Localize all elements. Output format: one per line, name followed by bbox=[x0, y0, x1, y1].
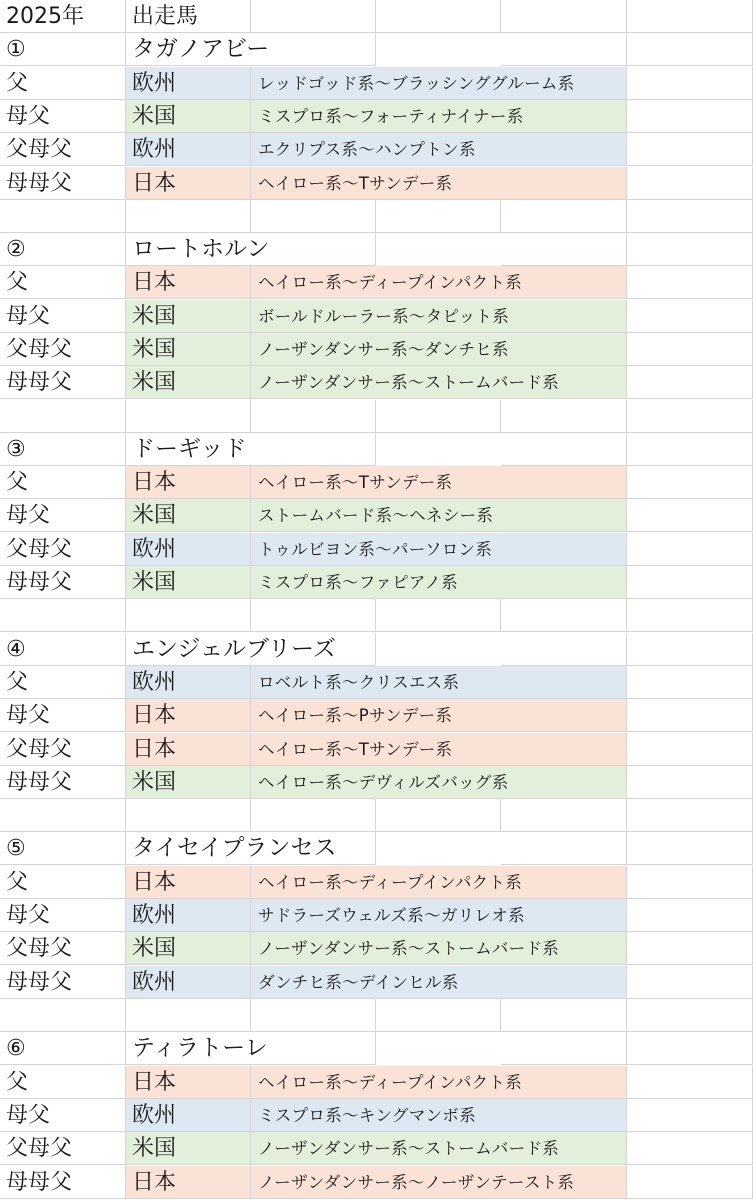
empty-cell[interactable] bbox=[627, 699, 753, 732]
sire-line-cell-text: ボールドルーラー系～タピット系 bbox=[258, 307, 510, 326]
horse-name-row bbox=[0, 832, 753, 865]
pedigree-role-cell-text: 母母父 bbox=[6, 171, 73, 196]
pedigree-role-cell[interactable] bbox=[0, 866, 126, 899]
empty-cell[interactable] bbox=[627, 966, 753, 999]
sire-line-cell-text: ロベルト系～クリスエス系 bbox=[258, 673, 460, 692]
horse-name-row bbox=[0, 633, 753, 666]
region-cell[interactable] bbox=[126, 133, 251, 166]
region-cell-text: 日本 bbox=[132, 1170, 177, 1195]
empty-cell[interactable] bbox=[501, 499, 627, 532]
empty-cell[interactable] bbox=[251, 999, 376, 1032]
region-cell-text: 米国 bbox=[132, 570, 177, 595]
pedigree-role-cell[interactable] bbox=[0, 366, 126, 399]
empty-cell[interactable] bbox=[376, 999, 501, 1032]
region-cell[interactable] bbox=[126, 167, 251, 200]
pedigree-row bbox=[0, 1099, 753, 1132]
empty-cell[interactable] bbox=[501, 566, 627, 599]
empty-cell[interactable] bbox=[0, 599, 126, 632]
empty-cell[interactable] bbox=[627, 566, 753, 599]
sire-line-cell-text: ストームバード系～ヘネシー系 bbox=[258, 506, 494, 525]
sire-line-cell[interactable] bbox=[251, 733, 453, 766]
sire-line-cell-text: ヘイロー系～ディープインパクト系 bbox=[258, 1073, 523, 1092]
pedigree-row bbox=[0, 932, 753, 965]
region-cell-text: 米国 bbox=[132, 337, 177, 362]
sire-line-cell-text: ミスプロ系～フォーティナイナー系 bbox=[258, 107, 524, 126]
pedigree-row bbox=[0, 366, 753, 399]
pedigree-row bbox=[0, 733, 753, 766]
pedigree-role-cell[interactable] bbox=[0, 666, 126, 699]
pedigree-role-cell-text: 母父 bbox=[6, 503, 51, 528]
sire-line-cell-text: ノーザンダンサー系～ストームバード系 bbox=[258, 1139, 560, 1158]
empty-cell[interactable] bbox=[376, 599, 501, 632]
region-cell-text: 日本 bbox=[132, 171, 177, 196]
empty-cell[interactable] bbox=[627, 400, 753, 433]
pedigree-role-cell-text: 母父 bbox=[6, 1103, 51, 1128]
horse-name-row bbox=[0, 233, 753, 266]
horse-name-cell-text: エンジェルブリーズ bbox=[132, 636, 336, 662]
region-cell-text: 日本 bbox=[132, 870, 177, 895]
horse-number-cell-text: ② bbox=[6, 237, 26, 262]
empty-cell[interactable] bbox=[627, 533, 753, 566]
region-cell[interactable] bbox=[126, 1166, 251, 1199]
empty-cell[interactable] bbox=[501, 0, 627, 33]
empty-cell[interactable] bbox=[627, 999, 753, 1032]
region-cell[interactable] bbox=[126, 766, 251, 799]
sire-line-cell-text: ノーザンダンサー系～ストームバード系 bbox=[258, 939, 560, 958]
blank-row bbox=[0, 400, 753, 433]
empty-cell[interactable] bbox=[501, 999, 627, 1032]
region-cell-text: 米国 bbox=[132, 1136, 177, 1161]
region-cell[interactable] bbox=[126, 266, 251, 299]
empty-cell[interactable] bbox=[126, 400, 251, 433]
empty-cell[interactable] bbox=[627, 200, 753, 233]
empty-cell[interactable] bbox=[126, 200, 251, 233]
sire-line-cell-text: エクリプス系～ハンプトン系 bbox=[258, 140, 476, 159]
sire-line-cell-text: ヘイロー系～Tサンデー系 bbox=[258, 740, 453, 759]
empty-cell[interactable] bbox=[627, 866, 753, 899]
empty-cell[interactable] bbox=[627, 133, 753, 166]
pedigree-role-cell[interactable] bbox=[0, 100, 126, 133]
pedigree-role-cell[interactable] bbox=[0, 499, 126, 532]
horse-name-cell-text: ロートホルン bbox=[132, 236, 270, 262]
empty-cell[interactable] bbox=[376, 799, 501, 832]
sire-line-cell[interactable] bbox=[251, 167, 453, 200]
year-cell-text: 2025年 bbox=[6, 4, 84, 29]
pedigree-role-cell[interactable] bbox=[0, 300, 126, 333]
empty-cell[interactable] bbox=[251, 599, 376, 632]
region-cell[interactable] bbox=[126, 932, 251, 965]
empty-cell[interactable] bbox=[627, 266, 753, 299]
pedigree-row bbox=[0, 67, 753, 100]
entrants-header-cell-text: 出走馬 bbox=[132, 4, 199, 29]
empty-cell[interactable] bbox=[501, 400, 627, 433]
empty-cell[interactable] bbox=[0, 200, 126, 233]
empty-cell[interactable] bbox=[501, 1032, 627, 1065]
horse-number-cell[interactable] bbox=[0, 433, 126, 466]
pedigree-role-cell-text: 母母父 bbox=[6, 1170, 73, 1195]
pedigree-row bbox=[0, 866, 753, 899]
pedigree-role-cell-text: 父母父 bbox=[6, 137, 73, 162]
year-cell[interactable] bbox=[0, 0, 126, 33]
pedigree-role-cell[interactable] bbox=[0, 533, 126, 566]
sire-line-cell-text: ミスプロ系～ファピアノ系 bbox=[258, 573, 458, 592]
horse-name-cell-text: ドーギッド bbox=[132, 436, 247, 462]
empty-cell[interactable] bbox=[501, 699, 627, 732]
sire-line-cell[interactable] bbox=[251, 766, 509, 799]
empty-cell[interactable] bbox=[501, 466, 627, 499]
empty-cell[interactable] bbox=[376, 400, 501, 433]
horse-number-cell[interactable] bbox=[0, 633, 126, 666]
sire-line-cell[interactable] bbox=[251, 1066, 523, 1099]
empty-cell[interactable] bbox=[501, 300, 627, 333]
sire-line-cell-text: レッドゴッド系～ブラッシンググルーム系 bbox=[258, 74, 575, 93]
empty-cell[interactable] bbox=[627, 0, 753, 33]
empty-cell[interactable] bbox=[627, 499, 753, 532]
pedigree-role-cell-text: 父 bbox=[6, 670, 29, 695]
empty-cell[interactable] bbox=[0, 799, 126, 832]
pedigree-role-cell-text: 母母父 bbox=[6, 370, 73, 395]
sire-line-cell-text: ヘイロー系～Pサンデー系 bbox=[258, 706, 453, 725]
pedigree-row bbox=[0, 699, 753, 732]
region-cell[interactable] bbox=[126, 699, 251, 732]
horse-name-cell[interactable] bbox=[126, 1032, 376, 1065]
empty-cell[interactable] bbox=[627, 33, 753, 66]
region-cell-text: 米国 bbox=[132, 104, 177, 129]
empty-cell[interactable] bbox=[501, 832, 627, 865]
sire-line-cell-text: ヘイロー系～デヴィルズバッグ系 bbox=[258, 773, 509, 792]
region-cell[interactable] bbox=[126, 666, 251, 699]
pedigree-role-cell-text: 父 bbox=[6, 470, 29, 495]
sire-line-cell-text: トゥルビヨン系～パーソロン系 bbox=[258, 540, 493, 559]
horse-name-cell-text: ティラトーレ bbox=[132, 1035, 268, 1061]
sire-line-cell[interactable] bbox=[251, 300, 510, 333]
region-cell[interactable] bbox=[126, 300, 251, 333]
pedigree-role-cell[interactable] bbox=[0, 1132, 126, 1165]
region-cell[interactable] bbox=[126, 899, 251, 932]
pedigree-row bbox=[0, 766, 753, 799]
sire-line-cell-text: サドラーズウェルズ系～ガリレオ系 bbox=[258, 906, 525, 925]
horse-number-cell-text: ⑥ bbox=[6, 1036, 26, 1061]
pedigree-role-cell-text: 父 bbox=[6, 270, 29, 295]
pedigree-role-cell-text: 父 bbox=[6, 870, 29, 895]
empty-cell[interactable] bbox=[627, 1132, 753, 1165]
empty-cell[interactable] bbox=[376, 200, 501, 233]
empty-cell[interactable] bbox=[627, 666, 753, 699]
empty-cell[interactable] bbox=[627, 1032, 753, 1065]
pedigree-row bbox=[0, 1132, 753, 1165]
region-cell-text: 日本 bbox=[132, 470, 177, 495]
pedigree-row bbox=[0, 167, 753, 200]
region-cell[interactable] bbox=[126, 1066, 251, 1099]
pedigree-role-cell-text: 母母父 bbox=[6, 570, 73, 595]
sire-line-cell[interactable] bbox=[251, 100, 524, 133]
sire-line-cell[interactable] bbox=[251, 866, 523, 899]
sire-line-cell-text: ヘイロー系～ディープインパクト系 bbox=[258, 273, 523, 292]
empty-cell[interactable] bbox=[627, 433, 753, 466]
empty-cell[interactable] bbox=[501, 633, 627, 666]
sire-line-cell-text: ミスプロ系～キングマンボ系 bbox=[258, 1106, 476, 1125]
pedigree-role-cell[interactable] bbox=[0, 133, 126, 166]
empty-cell[interactable] bbox=[0, 400, 126, 433]
sire-line-cell[interactable] bbox=[251, 966, 459, 999]
region-cell-text: 欧州 bbox=[132, 71, 177, 96]
empty-cell[interactable] bbox=[627, 333, 753, 366]
empty-cell[interactable] bbox=[627, 67, 753, 100]
sire-line-cell-text: ダンチヒ系～デインヒル系 bbox=[258, 973, 459, 992]
empty-cell[interactable] bbox=[501, 33, 627, 66]
pedigree-role-cell[interactable] bbox=[0, 766, 126, 799]
pedigree-role-cell-text: 母母父 bbox=[6, 770, 73, 795]
region-cell-text: 日本 bbox=[132, 270, 177, 295]
sire-line-cell-text: ノーザンダンサー系～ダンチヒ系 bbox=[258, 340, 509, 359]
pedigree-role-cell-text: 父 bbox=[6, 71, 29, 96]
pedigree-role-cell[interactable] bbox=[0, 266, 126, 299]
region-cell[interactable] bbox=[126, 566, 251, 599]
empty-cell[interactable] bbox=[501, 733, 627, 766]
pedigree-role-cell-text: 父 bbox=[6, 1070, 29, 1095]
pedigree-role-cell-text: 母母父 bbox=[6, 970, 73, 995]
sire-line-cell[interactable] bbox=[251, 899, 525, 932]
pedigree-role-cell-text: 母父 bbox=[6, 703, 51, 728]
empty-cell[interactable] bbox=[627, 766, 753, 799]
pedigree-row bbox=[0, 1166, 753, 1199]
pedigree-row bbox=[0, 266, 753, 299]
region-cell-text: 日本 bbox=[132, 703, 177, 728]
horse-name-cell-text: タイセイプランセス bbox=[132, 835, 337, 861]
blank-row bbox=[0, 599, 753, 632]
horse-name-cell[interactable] bbox=[126, 633, 376, 666]
horse-name-row bbox=[0, 1032, 753, 1065]
sire-line-cell[interactable] bbox=[251, 1099, 476, 1132]
pedigree-row bbox=[0, 1066, 753, 1099]
empty-cell[interactable] bbox=[501, 799, 627, 832]
horse-number-cell-text: ④ bbox=[6, 637, 26, 662]
empty-cell[interactable] bbox=[627, 1166, 753, 1199]
horse-name-cell[interactable] bbox=[126, 233, 376, 266]
empty-cell[interactable] bbox=[627, 633, 753, 666]
horse-name-row bbox=[0, 433, 753, 466]
pedigree-role-cell[interactable] bbox=[0, 1066, 126, 1099]
empty-cell[interactable] bbox=[251, 400, 376, 433]
empty-cell[interactable] bbox=[501, 766, 627, 799]
empty-cell[interactable] bbox=[126, 999, 251, 1032]
horse-number-cell-text: ① bbox=[6, 37, 26, 62]
empty-cell[interactable] bbox=[627, 599, 753, 632]
pedigree-role-cell-text: 父母父 bbox=[6, 737, 73, 762]
empty-cell[interactable] bbox=[501, 533, 627, 566]
empty-cell[interactable] bbox=[501, 433, 627, 466]
horse-number-cell[interactable] bbox=[0, 1032, 126, 1065]
pedigree-row bbox=[0, 133, 753, 166]
region-cell-text: 米国 bbox=[132, 503, 177, 528]
empty-cell[interactable] bbox=[501, 133, 627, 166]
pedigree-role-cell[interactable] bbox=[0, 333, 126, 366]
pedigree-role-cell-text: 父母父 bbox=[6, 537, 73, 562]
horse-name-cell[interactable] bbox=[126, 433, 376, 466]
horse-number-cell[interactable] bbox=[0, 233, 126, 266]
pedigree-role-cell[interactable] bbox=[0, 733, 126, 766]
pedigree-role-cell-text: 母父 bbox=[6, 304, 51, 329]
pedigree-row bbox=[0, 333, 753, 366]
pedigree-role-cell-text: 母父 bbox=[6, 903, 51, 928]
pedigree-role-cell[interactable] bbox=[0, 966, 126, 999]
empty-cell[interactable] bbox=[501, 666, 627, 699]
sire-line-cell[interactable] bbox=[251, 1132, 560, 1165]
sire-line-cell[interactable] bbox=[251, 67, 575, 100]
blank-row bbox=[0, 999, 753, 1032]
empty-cell[interactable] bbox=[627, 466, 753, 499]
region-cell-text: 米国 bbox=[132, 770, 177, 795]
empty-cell[interactable] bbox=[501, 233, 627, 266]
horse-name-row bbox=[0, 33, 753, 66]
pedigree-role-cell[interactable] bbox=[0, 1099, 126, 1132]
empty-cell[interactable] bbox=[627, 167, 753, 200]
pedigree-role-cell-text: 母父 bbox=[6, 104, 51, 129]
pedigree-row bbox=[0, 566, 753, 599]
horse-number-cell[interactable] bbox=[0, 832, 126, 865]
empty-cell[interactable] bbox=[251, 0, 376, 33]
empty-cell[interactable] bbox=[501, 333, 627, 366]
sire-line-cell[interactable] bbox=[251, 699, 453, 732]
empty-cell[interactable] bbox=[627, 300, 753, 333]
sire-line-cell[interactable] bbox=[251, 499, 494, 532]
region-cell[interactable] bbox=[126, 866, 251, 899]
horse-name-cell[interactable] bbox=[126, 832, 376, 865]
empty-cell[interactable] bbox=[501, 599, 627, 632]
region-cell[interactable] bbox=[126, 1132, 251, 1165]
sire-line-cell[interactable] bbox=[251, 932, 560, 965]
empty-cell[interactable] bbox=[501, 966, 627, 999]
region-cell[interactable] bbox=[126, 966, 251, 999]
pedigree-row bbox=[0, 466, 753, 499]
empty-cell[interactable] bbox=[627, 366, 753, 399]
region-cell[interactable] bbox=[126, 67, 251, 100]
pedigree-role-cell[interactable] bbox=[0, 67, 126, 100]
empty-cell[interactable] bbox=[627, 1066, 753, 1099]
header-row bbox=[0, 0, 753, 33]
pedigree-role-cell[interactable] bbox=[0, 1166, 126, 1199]
pedigree-row bbox=[0, 966, 753, 999]
region-cell[interactable] bbox=[126, 1099, 251, 1132]
region-cell-text: 米国 bbox=[132, 370, 177, 395]
pedigree-row bbox=[0, 899, 753, 932]
empty-cell[interactable] bbox=[627, 1099, 753, 1132]
region-cell[interactable] bbox=[126, 499, 251, 532]
sire-line-cell[interactable] bbox=[251, 333, 509, 366]
region-cell[interactable] bbox=[126, 733, 251, 766]
empty-cell[interactable] bbox=[627, 799, 753, 832]
empty-cell[interactable] bbox=[627, 899, 753, 932]
region-cell-text: 欧州 bbox=[132, 137, 177, 162]
region-cell-text: 欧州 bbox=[132, 670, 177, 695]
region-cell-text: 米国 bbox=[132, 304, 177, 329]
sire-line-cell[interactable] bbox=[251, 1166, 575, 1199]
empty-cell[interactable] bbox=[251, 200, 376, 233]
region-cell-text: 米国 bbox=[132, 936, 177, 961]
sire-line-cell-text: ヘイロー系～Tサンデー系 bbox=[258, 473, 453, 492]
sire-line-cell-text: ヘイロー系～ディープインパクト系 bbox=[258, 873, 523, 892]
empty-cell[interactable] bbox=[501, 167, 627, 200]
sire-line-cell[interactable] bbox=[251, 666, 460, 699]
region-cell[interactable] bbox=[126, 366, 251, 399]
region-cell-text: 日本 bbox=[132, 737, 177, 762]
horse-name-cell[interactable] bbox=[126, 33, 376, 66]
empty-cell[interactable] bbox=[126, 599, 251, 632]
pedigree-row bbox=[0, 300, 753, 333]
horse-name-cell-text: タガノアビー bbox=[132, 36, 270, 62]
region-cell-text: 欧州 bbox=[132, 903, 177, 928]
region-cell-text: 欧州 bbox=[132, 970, 177, 995]
pedigree-role-cell[interactable] bbox=[0, 699, 126, 732]
sire-line-cell[interactable] bbox=[251, 366, 560, 399]
region-cell-text: 欧州 bbox=[132, 537, 177, 562]
pedigree-role-cell-text: 父母父 bbox=[6, 337, 73, 362]
blank-row bbox=[0, 799, 753, 832]
pedigree-row bbox=[0, 100, 753, 133]
region-cell-text: 日本 bbox=[132, 1070, 177, 1095]
empty-cell[interactable] bbox=[627, 233, 753, 266]
sire-line-cell-text: ヘイロー系～Tサンデー系 bbox=[258, 174, 453, 193]
empty-cell[interactable] bbox=[0, 999, 126, 1032]
region-cell[interactable] bbox=[126, 533, 251, 566]
region-cell[interactable] bbox=[126, 100, 251, 133]
empty-cell[interactable] bbox=[126, 799, 251, 832]
empty-cell[interactable] bbox=[627, 932, 753, 965]
empty-cell[interactable] bbox=[251, 799, 376, 832]
region-cell[interactable] bbox=[126, 333, 251, 366]
pedigree-role-cell-text: 父母父 bbox=[6, 936, 73, 961]
sire-line-cell[interactable] bbox=[251, 566, 458, 599]
blank-row bbox=[0, 200, 753, 233]
pedigree-role-cell[interactable] bbox=[0, 466, 126, 499]
pedigree-role-cell[interactable] bbox=[0, 566, 126, 599]
horse-number-cell-text: ③ bbox=[6, 437, 26, 462]
sire-line-cell-text: ノーザンダンサー系～ストームバード系 bbox=[258, 373, 560, 392]
pedigree-row bbox=[0, 533, 753, 566]
empty-cell[interactable] bbox=[376, 0, 501, 33]
sire-line-cell[interactable] bbox=[251, 266, 523, 299]
empty-cell[interactable] bbox=[627, 832, 753, 865]
region-cell[interactable] bbox=[126, 466, 251, 499]
empty-cell[interactable] bbox=[501, 1099, 627, 1132]
empty-cell[interactable] bbox=[627, 733, 753, 766]
pedigree-role-cell[interactable] bbox=[0, 899, 126, 932]
pedigree-row bbox=[0, 499, 753, 532]
pedigree-role-cell-text: 父母父 bbox=[6, 1136, 73, 1161]
horse-number-cell-text: ⑤ bbox=[6, 836, 26, 861]
pedigree-role-cell[interactable] bbox=[0, 932, 126, 965]
pedigree-row bbox=[0, 666, 753, 699]
entrants-header-cell[interactable] bbox=[126, 0, 251, 33]
horse-number-cell[interactable] bbox=[0, 33, 126, 66]
sire-line-cell[interactable] bbox=[251, 533, 493, 566]
empty-cell[interactable] bbox=[627, 100, 753, 133]
sire-line-cell[interactable] bbox=[251, 466, 453, 499]
sire-line-cell[interactable] bbox=[251, 133, 476, 166]
sire-line-cell-text: ノーザンダンサー系～ノーザンテースト系 bbox=[258, 1173, 575, 1192]
pedigree-role-cell[interactable] bbox=[0, 167, 126, 200]
empty-cell[interactable] bbox=[501, 200, 627, 233]
region-cell-text: 欧州 bbox=[132, 1103, 177, 1128]
